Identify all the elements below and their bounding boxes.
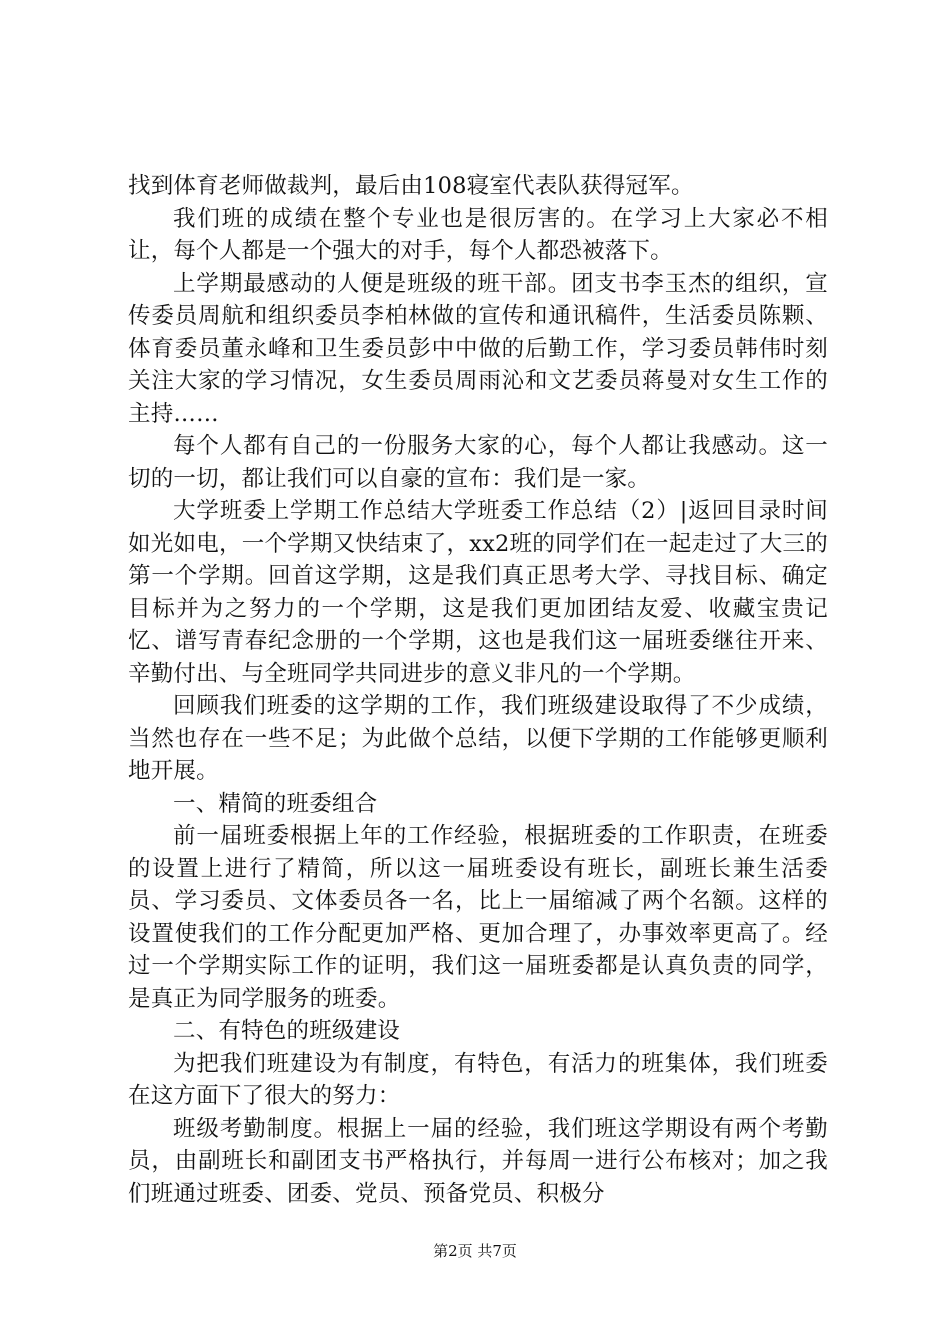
paragraph-review: 回顾我们班委的这学期的工作，我们班级建设取得了不少成绩，当然也存在一些不足；为此做个总结，以便下学期的工作能够更顺利地开展。 xyxy=(128,693,828,784)
section-heading-1: 一、精简的班委组合 xyxy=(173,790,378,817)
paragraph-continuation: 找到体育老师做裁判，最后由108寝室代表队获得冠军。 xyxy=(128,173,694,199)
section-2-paragraph: 为把我们班建设为有制度，有特色，有活力的班集体，我们班委在这方面下了很大的努力： xyxy=(128,1050,828,1109)
section-heading-2: 二、有特色的班级建设 xyxy=(173,1018,401,1044)
paragraph-we-are-family: 每个人都有自己的一份服务大家的心，每个人都让我感动。这一切的一切，都让我们可以自豪的宣布：我们是一家。 xyxy=(128,433,828,492)
paragraph-summary-intro: 大学班委上学期工作总结大学班委工作总结（2）|返回目录时间如光如电，一个学期又快结束了，xx2班的同学们在一起走过了大三的第一个学期。回首这学期，这是我们真正思考大学、寻找目标、确定目标并为之努力的一个学期，这是我们更加团结友爱、收藏宝贵记忆、谱写青春纪念册的一个学期，这也是我们这一届班委继往开来、辛勤付出、与全班同学共同进步的意义非凡的一个学期。 xyxy=(128,498,828,687)
document-body xyxy=(128,170,828,1210)
section-1-body: 前一届班委根据上年的工作经验，根据班委的工作职责，在班委的设置上进行了精简，所以这一届班委设有班长，副班长兼生活委员、学习委员、文体委员各一名，比上一届缩减了两个名额。这样的设置使我们的工作分配更加严格、更加合理了，办事效率更高了。经过一个学期实际工作的证明，我们这一届班委都是认真负责的同学，是真正为同学服务的班委。 xyxy=(128,823,828,1012)
paragraph-class-cadres: 上学期最感动的人便是班级的班干部。团支书李玉杰的组织，宣传委员周航和组织委员李柏林做的宣传和通讯稿件，生活委员陈颗、体育委员董永峰和卫生委员彭中中做的后勤工作，学习委员韩伟时刻关注大家的学习情况，女生委员周雨沁和文艺委员蒋曼对女生工作的主持…… xyxy=(128,270,828,427)
paragraph-class-grades: 我们班的成绩在整个专业也是很厉害的。在学习上大家必不相让，每个人都是一个强大的对手，每个人都恐被落下。 xyxy=(128,205,828,264)
section-2-paragraph: 班级考勤制度。根据上一届的经验，我们班这学期设有两个考勤员，由副班长和副团支书严格执行，并每周一进行公布核对；加之我们班通过班委、团委、党员、预备党员、积极分 xyxy=(128,1115,828,1207)
page-number-footer: 第2页 共7页 xyxy=(433,1242,517,1260)
